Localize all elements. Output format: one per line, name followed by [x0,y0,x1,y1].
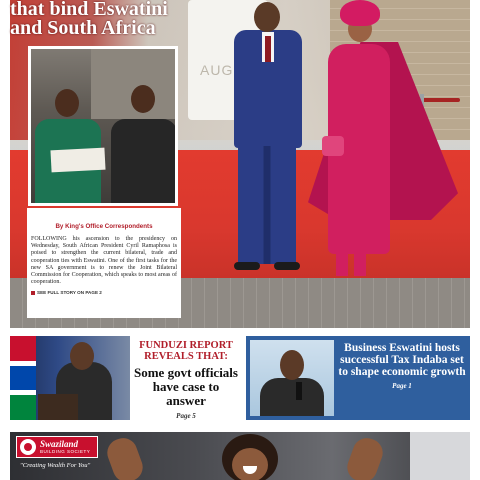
funduzi-headline: Some govt officials have case to answer [134,365,238,408]
business-story[interactable] [246,336,470,420]
lead-article[interactable] [27,208,181,318]
business-text [338,342,466,390]
advert-logo-text [40,440,90,454]
man-figure-shoe [274,262,300,270]
man-figure-tie [265,36,271,62]
see-full-story-text: SEE FULL STORY ON PAGE 2 [37,290,102,296]
advert-panel [410,432,470,480]
hero-banner-text: AUG [200,62,234,78]
see-full-story-link[interactable] [31,290,177,295]
headline-line-2: and South Africa [10,17,156,39]
woman-figure-leg [354,254,366,276]
byline: By King's Office Correspondents [55,223,153,230]
business-headline: Business Eswatini hosts successful Tax Indaba set to shape economic growth [338,342,466,378]
speaker-head [70,342,94,370]
advert-brand: Swaziland [40,439,79,449]
flag-graphic [10,336,36,420]
business-page-ref: Page 1 [392,382,412,390]
woman-figure-hat [340,0,380,26]
business-photo [250,340,334,416]
funduzi-photo [10,336,130,420]
bank-advert[interactable] [10,432,470,480]
business-speaker-figure [260,378,324,416]
podium [38,394,78,420]
building-society-logo-icon [20,439,36,455]
microphone-icon [296,382,302,400]
headline-line-1: that bind Eswatini [10,0,168,20]
man-figure-head [254,2,280,32]
advert-brand-sub: BUILDING SOCIETY [40,449,91,454]
inset-person-suit [111,119,177,206]
inset-document [50,148,105,173]
woman-face [232,448,268,480]
raised-arm [103,434,146,480]
raised-arm [343,434,386,480]
man-figure-shoe [234,262,260,270]
funduzi-kicker: FUNDUZI REPORT REVEALS THAT: [139,340,233,362]
business-speaker-head [280,350,304,380]
bullet-square-icon [31,291,35,295]
lead-headline[interactable] [10,0,220,44]
advert-tagline: "Creating Wealth For You" [20,462,91,469]
advert-logo [16,436,98,458]
inset-person-head [131,85,155,113]
woman-figure-leg [336,254,348,276]
man-figure-legs [238,146,296,264]
funduzi-story[interactable] [134,340,238,420]
inset-photo [28,46,178,206]
inset-person-head [55,89,79,117]
funduzi-page-ref: Page 5 [176,412,196,420]
woman-figure-handbag [322,136,344,156]
article-body: FOLLOWING his ascension to the presidency on Wednesday, South African President Cyril Ramaphosa is poised to strengthen the current bilateral, trade and cooperation ties with Eswatini. One of the first tasks for the new SA government is to renew the Joint Bilateral Commission for Cooperation, which speaks to most areas of cooperation. [31,236,177,286]
